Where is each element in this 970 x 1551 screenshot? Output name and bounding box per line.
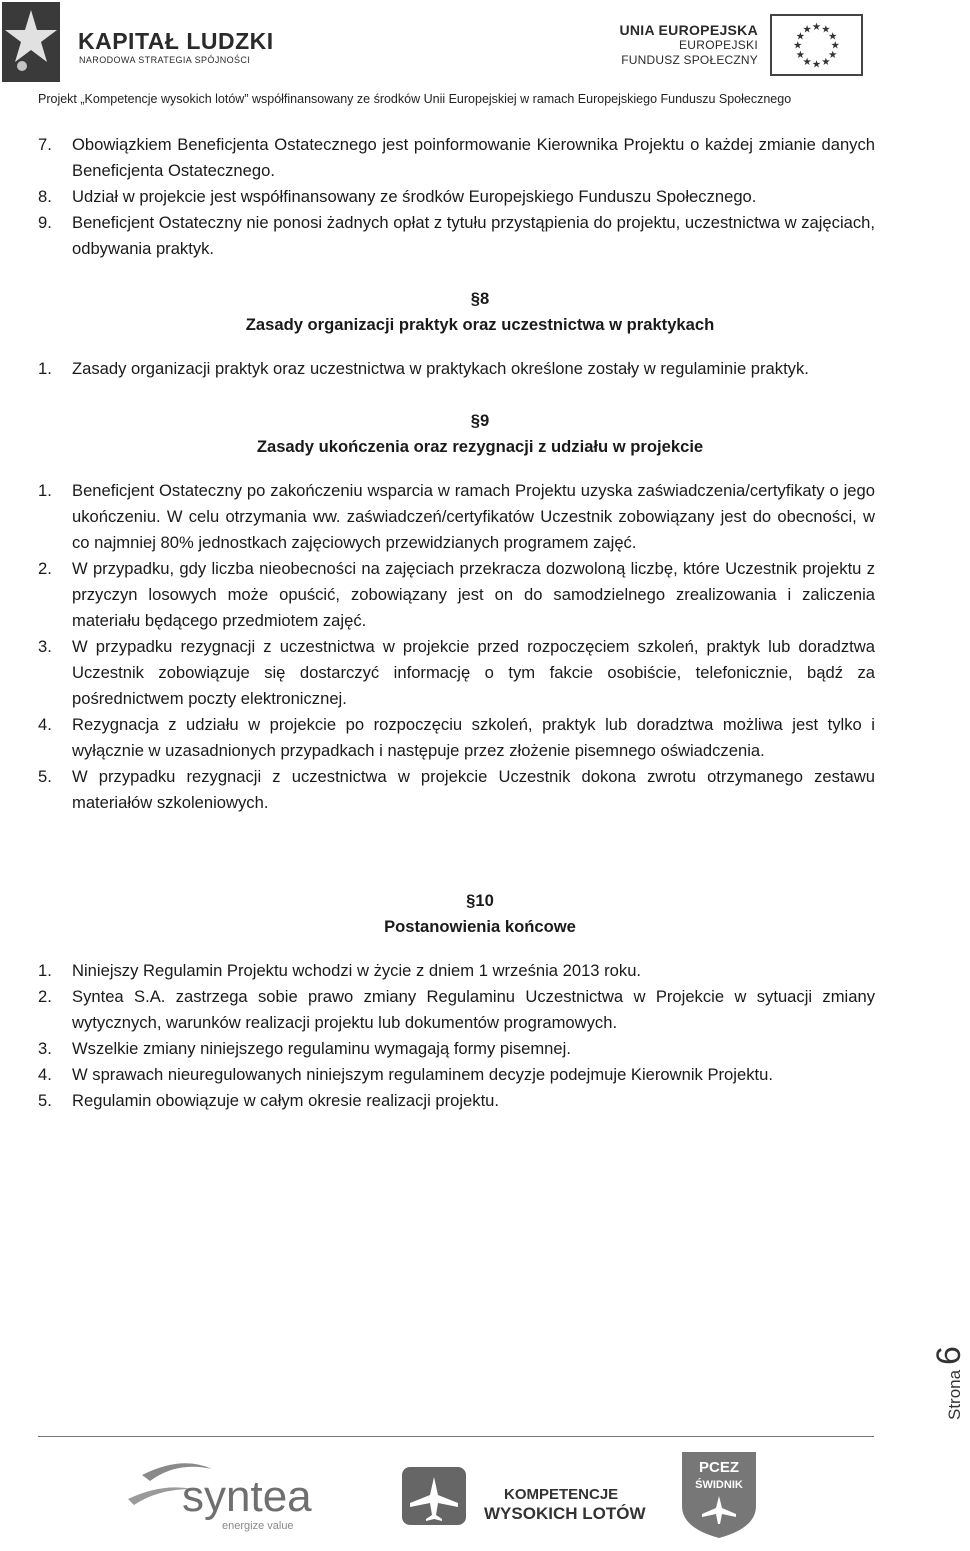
section9-item [38, 478, 875, 556]
pcez-line1: PCEZ [698, 1459, 740, 1476]
eu-star-icon: ★ [793, 40, 803, 52]
section10-item-number: 2. [38, 987, 52, 1006]
section9-item-number: 3. [38, 637, 52, 656]
section8-list [38, 356, 875, 382]
top-items-list [38, 132, 875, 262]
section9-item-text: Rezygnacja z udziału w projekcie po rozpoczęciu szkoleń, praktyk lub doradztwa możliwa jest tylko i wyłącznie w uzasadnionych przypadkach i następuje przez złożenie pisemnego oświadczenia. [72, 715, 875, 760]
section9-item-number: 4. [38, 715, 52, 734]
section9-item-number: 1. [38, 481, 52, 500]
top-item [38, 132, 875, 184]
kapital-ludzki-star-icon [2, 2, 60, 82]
page-label: Strona [945, 1369, 964, 1420]
airplane-icon [402, 1467, 466, 1525]
syntea-name: syntea [182, 1472, 312, 1521]
section9-number: §9 [470, 411, 490, 430]
section10-item [38, 1036, 875, 1062]
section9-item-text: W przypadku rezygnacji z uczestnictwa w projekcie Uczestnik dokona zwrotu otrzymanego zestawu materiałów szkoleniowych. [72, 767, 875, 812]
top-item [38, 210, 875, 262]
section10-item [38, 958, 875, 984]
eu-star-icon: ★ [795, 50, 805, 62]
page-number [930, 1320, 970, 1420]
ue-fund-line1: EUROPEJSKI [678, 38, 758, 52]
eu-star-icon: ★ [828, 50, 838, 62]
section9-item [38, 712, 875, 764]
kapital-ludzki-subtitle: NARODOWA STRATEGIA SPÓJNOŚCI [79, 55, 251, 65]
section9-item-text: W przypadku, gdy liczba nieobecności na zajęciach przekracza dozwoloną liczbę, które Uczestnik projektu z przyczyn losowych może opuścić, zobowiązany jest on do samodzielnego zrealizowania i zaliczenia materiału będącego przedmiotem zajęć. [72, 559, 875, 630]
eu-star-icon: ★ [802, 56, 812, 68]
syntea-logo [122, 1455, 342, 1535]
section10-item-number: 5. [38, 1091, 52, 1110]
section10-item-number: 4. [38, 1065, 52, 1084]
section10-item-text: Niniejszy Regulamin Projektu wchodzi w życie z dniem 1 września 2013 roku. [72, 961, 642, 980]
section9-item-text: W przypadku rezygnacji z uczestnictwa w projekcie przed rozpoczęciem szkoleń, praktyk lub doradztwa Uczestnik zobowiązuje się dostarczyć informację o tym fakcie osobiście, telefonicznie, bądź za pośrednictwem poczty elektronicznej. [72, 637, 875, 708]
section10-number: §10 [466, 891, 494, 910]
section10-item-text: Syntea S.A. zastrzega sobie prawo zmiany Regulaminu Uczestnictwa w Projekcie w sytuacji zmiany wytycznych, warunków realizacji projektu lub dokumentów programowych. [72, 987, 875, 1032]
pcez-line2: ŚWIDNIK [695, 1479, 743, 1491]
eu-flag-icon [770, 14, 863, 76]
section10-list [38, 958, 875, 1114]
syntea-tagline: energize value [222, 1520, 294, 1532]
section10-item [38, 984, 875, 1036]
kapital-ludzki-title: KAPITAŁ LUDZKI [78, 28, 274, 54]
top-item-text: Beneficjent Ostateczny nie ponosi żadnych opłat z tytułu przystąpienia do projektu, uczestnictwa w zajęciach, odbywania praktyk. [72, 213, 875, 258]
section10-item [38, 1062, 875, 1088]
section10-item-text: W sprawach nieuregulowanych niniejszym regulaminem decyzje podejmuje Kierownik Projektu. [72, 1065, 773, 1084]
top-item-text: Obowiązkiem Beneficjenta Ostatecznego jest poinformowanie Kierownika Projektu o każdej zmianie danych Beneficjenta Ostatecznego. [72, 135, 875, 180]
section9-item-number: 5. [38, 767, 52, 786]
section9-item-number: 2. [38, 559, 52, 578]
kapital-ludzki-logo [0, 0, 280, 88]
eu-star-icon: ★ [811, 22, 822, 34]
kompetencje-line1: KOMPETENCJE [504, 1486, 619, 1503]
section10-title: Postanowienia końcowe [384, 917, 576, 936]
section8-item-number: 1. [38, 359, 52, 378]
section10-item-number: 3. [38, 1039, 52, 1058]
eu-star-icon: ★ [811, 59, 822, 71]
section9-list [38, 478, 875, 816]
top-item-number: 7. [38, 135, 52, 154]
footer-divider [38, 1436, 874, 1437]
section10-item-text: Regulamin obowiązuje w całym okresie realizacji projektu. [72, 1091, 500, 1110]
kompetencje-line2: WYSOKICH LOTÓW [484, 1504, 646, 1523]
section9-item [38, 556, 875, 634]
section9-title: Zasady ukończenia oraz rezygnacji z udziału w projekcie [256, 437, 704, 456]
section10-item [38, 1088, 875, 1114]
top-item-number: 8. [38, 187, 52, 206]
eu-star-icon: ★ [828, 31, 838, 43]
top-item [38, 184, 875, 210]
eu-star-icon: ★ [802, 24, 812, 36]
top-item-text: Udział w projekcie jest współfinansowany ze środków Europejskiego Funduszu Społecznego. [72, 187, 757, 206]
section9-item [38, 634, 875, 712]
section8-number: §8 [470, 289, 490, 308]
section8-item-text: Zasady organizacji praktyk oraz uczestnictwa w praktykach określone zostały w regulaminie praktyk. [72, 359, 809, 378]
section8-title: Zasady organizacji praktyk oraz uczestnictwa w praktykach [245, 315, 715, 334]
page-number-value: 6 [930, 1346, 968, 1365]
eu-star-icon: ★ [821, 24, 831, 36]
kompetencje-logo [400, 1465, 650, 1535]
eu-star-icon: ★ [795, 31, 805, 43]
ue-fund-line2: FUNDUSZ SPOŁECZNY [621, 53, 758, 67]
section8-item [38, 356, 875, 382]
section10-item-number: 1. [38, 961, 52, 980]
pcez-logo [674, 1448, 764, 1540]
section9-item-text: Beneficjent Ostateczny po zakończeniu wsparcia w ramach Projektu uzyska zaświadczenia/certyfikaty o jego ukończeniu. W celu otrzymania ww. zaświadczeń/certyfikatów Uczestnik zobowiązany jest do obecności, w co najmniej 80% jednostkach zajęciowych przewidzianych programem zajęć. [72, 481, 875, 552]
eu-star-icon: ★ [830, 40, 840, 52]
section10-item-text: Wszelkie zmiany niniejszego regulaminu wymagają formy pisemnej. [72, 1039, 571, 1058]
top-item-number: 9. [38, 213, 52, 232]
eu-star-icon: ★ [821, 56, 831, 68]
ue-title: UNIA EUROPEJSKA [619, 22, 758, 38]
section9-item [38, 764, 875, 816]
project-header-line: Projekt „Kompetencje wysokich lotów” współfinansowany ze środków Unii Europejskiej w ramach Europejskiego Funduszu Społecznego [38, 92, 792, 106]
